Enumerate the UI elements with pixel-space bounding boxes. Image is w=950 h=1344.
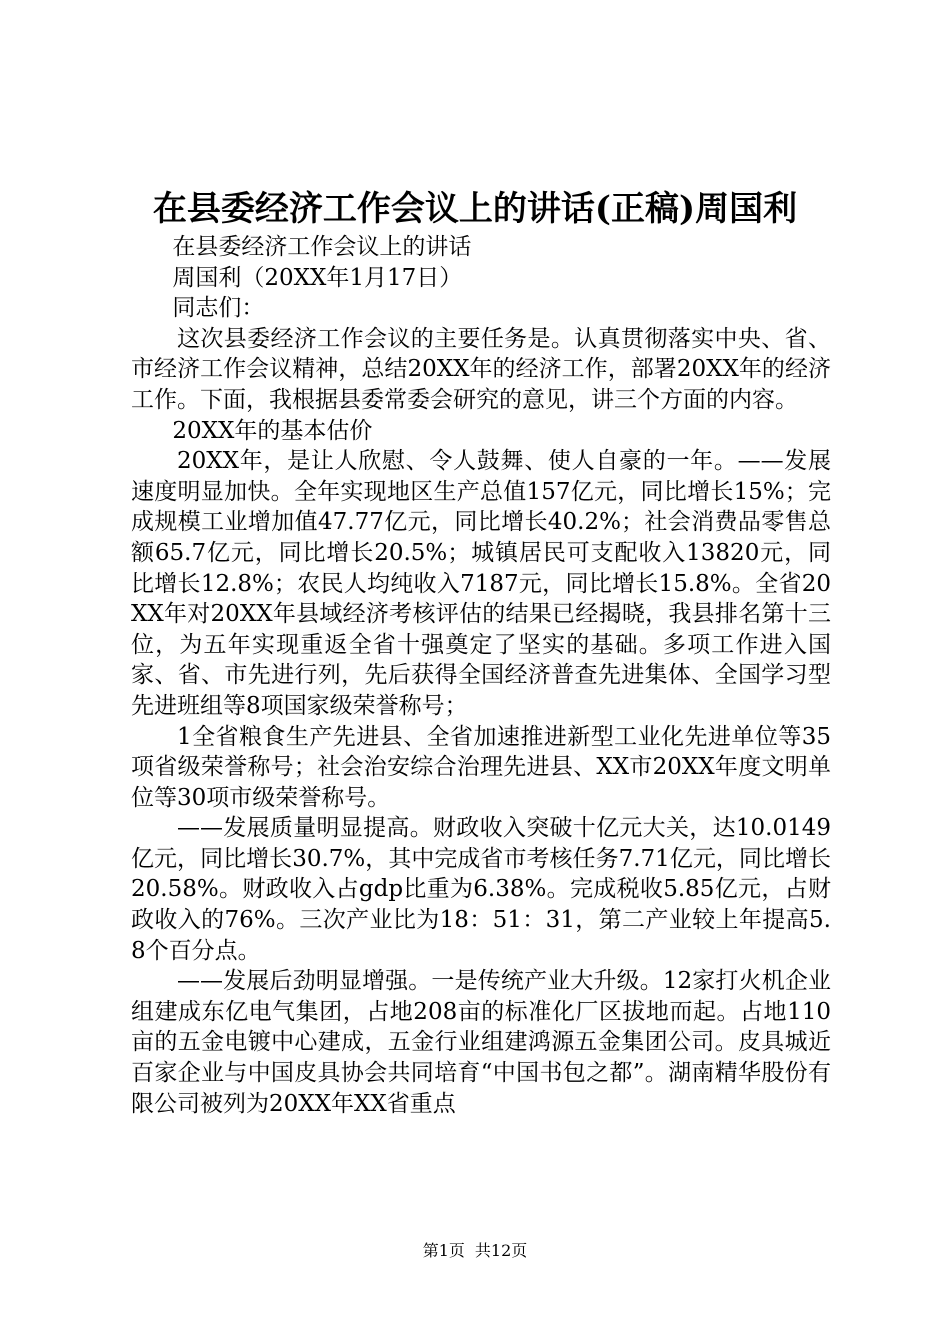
- section-heading: 20XX年的基本估价: [172, 417, 373, 444]
- body-paragraph: 20XX年，是让人欣慰、令人鼓舞、使人自豪的一年。——发展速度明显加快。全年实现地区生产总值157亿元，同比增长15%；完成规模工业增加值47.77亿元，同比增长40.2%；社会消费品零售总额65.7亿元，同比增长20.5%；城镇居民可支配收入13820元，同比增长12.8%；农民人均纯收入7187元，同比增长15.8%。全省20XX年对20XX年县域经济考核评估的结果已经揭晓，我县排名第十三位，为五年实现重返全省十强奠定了坚实的基础。多项工作进入国家、省、市先进行列，先后获得全国经济普查先进集体、全国学习型先进班组等8项国家级荣誉称号；: [131, 448, 831, 719]
- body-paragraph: ——发展后劲明显增强。一是传统产业大升级。12家打火机企业组建成东亿电气集团，占地208亩的标准化厂区拔地而起。占地110亩的五金电镀中心建成，五金行业组建鸿源五金集团公司。皮具城近百家企业与中国皮具协会共同培育“中国书包之都”。湖南精华股份有限公司被列为20XX年XX省重点: [131, 968, 831, 1117]
- speech-heading: 在县委经济工作会议上的讲话: [172, 234, 472, 260]
- speaker-date-line: 周国利（20XX年1月17日）: [172, 264, 463, 291]
- body-paragraph: 1全省粮食生产先进县、全省加速推进新型工业化先进单位等35项省级荣誉称号；社会治安综合治理先进县、XX市20XX年度文明单位等30项市级荣誉称号。: [131, 723, 831, 811]
- document-title: 在县委经济工作会议上的讲话(正稿)周国利: [152, 189, 798, 229]
- document-body: [131, 232, 831, 1119]
- body-paragraph: 这次县委经济工作会议的主要任务是。认真贯彻落实中央、省、市经济工作会议精神，总结20XX年的经济工作，部署20XX年的经济工作。下面，我根据县委常委会研究的意见，讲三个方面的内容。: [131, 325, 831, 413]
- body-paragraph: ——发展质量明显提高。财政收入突破十亿元大关，达10.0149亿元，同比增长30.7%，其中完成省市考核任务7.71亿元，同比增长20.58%。财政收入占gdp比重为6.38%。完成税收5.85亿元，占财政收入的76%。三次产业比为18：51：31，第二产业较上年提高5.8个百分点。: [131, 815, 831, 964]
- page-total: 共12页: [474, 1241, 528, 1260]
- salutation: 同志们：: [172, 295, 265, 322]
- page-footer: [0, 1240, 950, 1262]
- page-number: 第1页: [422, 1241, 465, 1260]
